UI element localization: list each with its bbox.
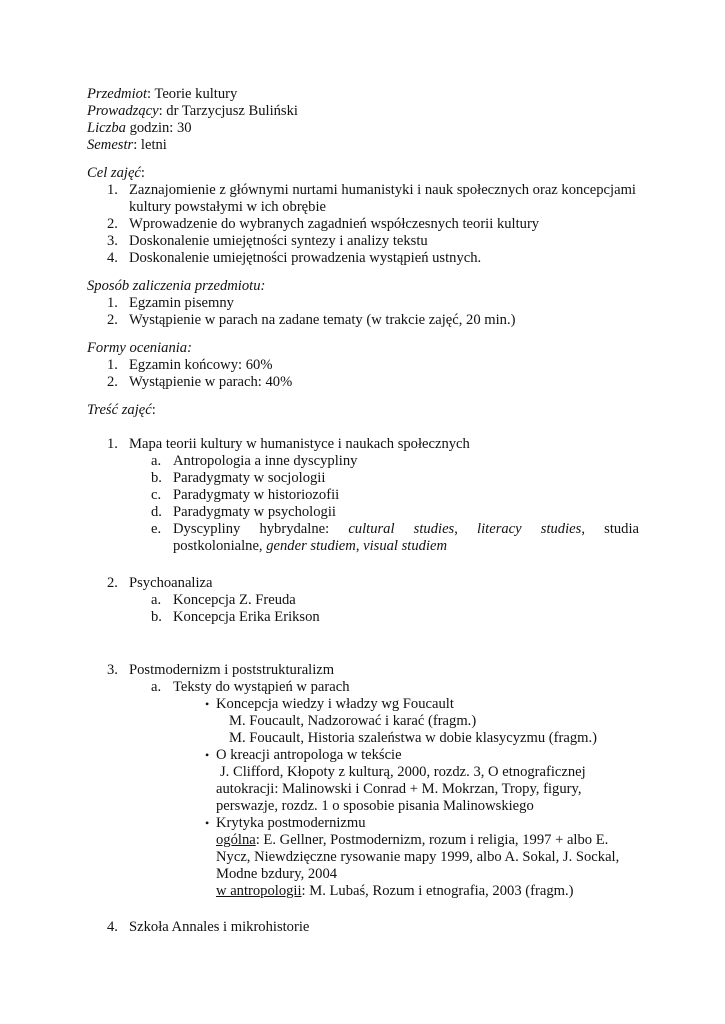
course-header xyxy=(87,86,639,154)
passing-item: 1. Egzamin pisemny xyxy=(107,295,234,311)
subtopic-e-line-2: postkolonialne, gender studiem, visual studiem xyxy=(173,538,448,554)
goal-item: 1. Zaznajomienie z głównymi nurtami humanistyki i nauk społecznych oraz koncepcjami kultury powstałymi w ich obrębie xyxy=(107,182,636,215)
grading-item: 2. Wystąpienie w parach: 40% xyxy=(107,374,293,390)
goal-item: 3. Doskonalenie umiejętności syntezy i analizy tekstu xyxy=(107,233,428,249)
document-page xyxy=(87,86,639,936)
subtopic: b. Koncepcja Erika Erikson xyxy=(151,609,320,625)
critique-anthropology-line: w antropologii: M. Lubaś, Rozum i etnografia, 2003 (fragm.) xyxy=(216,883,574,899)
subtopic-e-line-1: Dyscypliny hybrydalne: cultural studies, literacy studies, studia xyxy=(173,521,639,537)
bullet-icon: • xyxy=(205,697,210,711)
topic-1: 1. Mapa teorii kultury w humanistyce i naukach społecznych xyxy=(107,436,470,452)
topic-4: 4. Szkoła Annales i mikrohistorie xyxy=(107,919,310,935)
passing-item: 2. Wystąpienie w parach na zadane tematy (w trakcie zajęć, 20 min.) xyxy=(107,312,516,328)
subtopic: d. Paradygmaty w psychologii xyxy=(151,504,336,520)
passing-heading: Sposób zaliczenia przedmiotu: xyxy=(87,278,266,294)
content-section: Treść zajęć: 1. Mapa teorii kultury w humanistyce i naukach społecznych a. Antropologia a inne dyscypliny b. Paradygmaty w socjologii c. Paradygmaty w historiozofii d. Paradygmaty w psychologii e. Dyscypliny hybrydalne: cultural studies, literacy studies, studia postkolonialne, gender studiem, visual studiem 2. Psychoanaliza a. Koncepcja Z. Freuda b. Koncepcja Erika Erikson 3. Postmodernizm i poststrukturalizm a. Teksty do wystąpień w parach • Koncepcja wiedzy i władzy wg Foucault M. Foucault, Nadzorować i karać (fragm.) M. Foucault, Historia szaleństwa w dobie klasycyzmu (fragm.) • O kreacji antropologa w tekście J. Clifford, Kłopoty z kulturą, 2000, rozdz. 3, O etnograficznej autokracji: Malinowski i Conrad + M. Mokrzan, Tropy, figury, perswazje, rozdz. 1 o sposobie pisania Malinowskiego • Krytyka postmodernizmu ogólna: E. Gellner, Postmodernizm, rozum i religia, 1997 + albo E. Nycz, Niewdzięczne rysowanie mapy 1999, albo A. Sokal, J. Sockal, Modne bzdury, 2004 w antropologii: M. Lubaś, Rozum i etnografia, 2003 (fragm.) 4. Szkoła Annales i mikrohistorie xyxy=(87,402,639,935)
grading-item: 1. Egzamin końcowy: 60% xyxy=(107,357,273,373)
goals-section xyxy=(87,165,639,267)
topic-2: 2. Psychoanaliza xyxy=(107,575,213,591)
goal-item: 2. Wprowadzenie do wybranych zagadnień współczesnych teorii kultury xyxy=(107,216,540,232)
bullet-item: • Krytyka postmodernizmu xyxy=(205,815,366,831)
lecturer-line: Prowadzący: dr Tarzycjusz Buliński xyxy=(87,103,298,119)
subtopic: a. Koncepcja Z. Freuda xyxy=(151,592,296,608)
subtopic: a. Antropologia a inne dyscypliny xyxy=(151,453,358,469)
goals-heading: Cel zajęć: xyxy=(87,165,145,181)
topic-3: 3. Postmodernizm i poststrukturalizm xyxy=(107,662,335,678)
content-heading: Treść zajęć: xyxy=(87,402,156,418)
grading-heading: Formy oceniania: xyxy=(87,340,192,356)
bullet-icon: • xyxy=(205,748,210,762)
critique-general-line: ogólna: E. Gellner, Postmodernizm, rozum i religia, 1997 + albo E. xyxy=(216,832,609,848)
hours-line: Liczba godzin: 30 xyxy=(87,120,192,136)
goal-item: 4. Doskonalenie umiejętności prowadzenia wystąpień ustnych. xyxy=(107,250,482,266)
bullet-item: • O kreacji antropologa w tekście xyxy=(205,747,402,763)
subtopic: b. Paradygmaty w socjologii xyxy=(151,470,326,486)
subject-line: Przedmiot: Teorie kultury xyxy=(87,86,238,102)
bullet-icon: • xyxy=(205,816,210,830)
semester-line: Semestr: letni xyxy=(87,137,167,153)
subtopic: e. Dyscypliny hybrydalne: cultural studies, literacy studies, studia postkolonialne, gender studiem, visual studiem xyxy=(151,521,639,554)
subtopic: c. Paradygmaty w historiozofii xyxy=(151,487,340,503)
subtopic: a. Teksty do wystąpień w parach xyxy=(151,679,350,695)
passing-section xyxy=(87,278,639,329)
bullet-item: • Koncepcja wiedzy i władzy wg Foucault xyxy=(205,696,454,712)
grading-section xyxy=(87,340,639,391)
